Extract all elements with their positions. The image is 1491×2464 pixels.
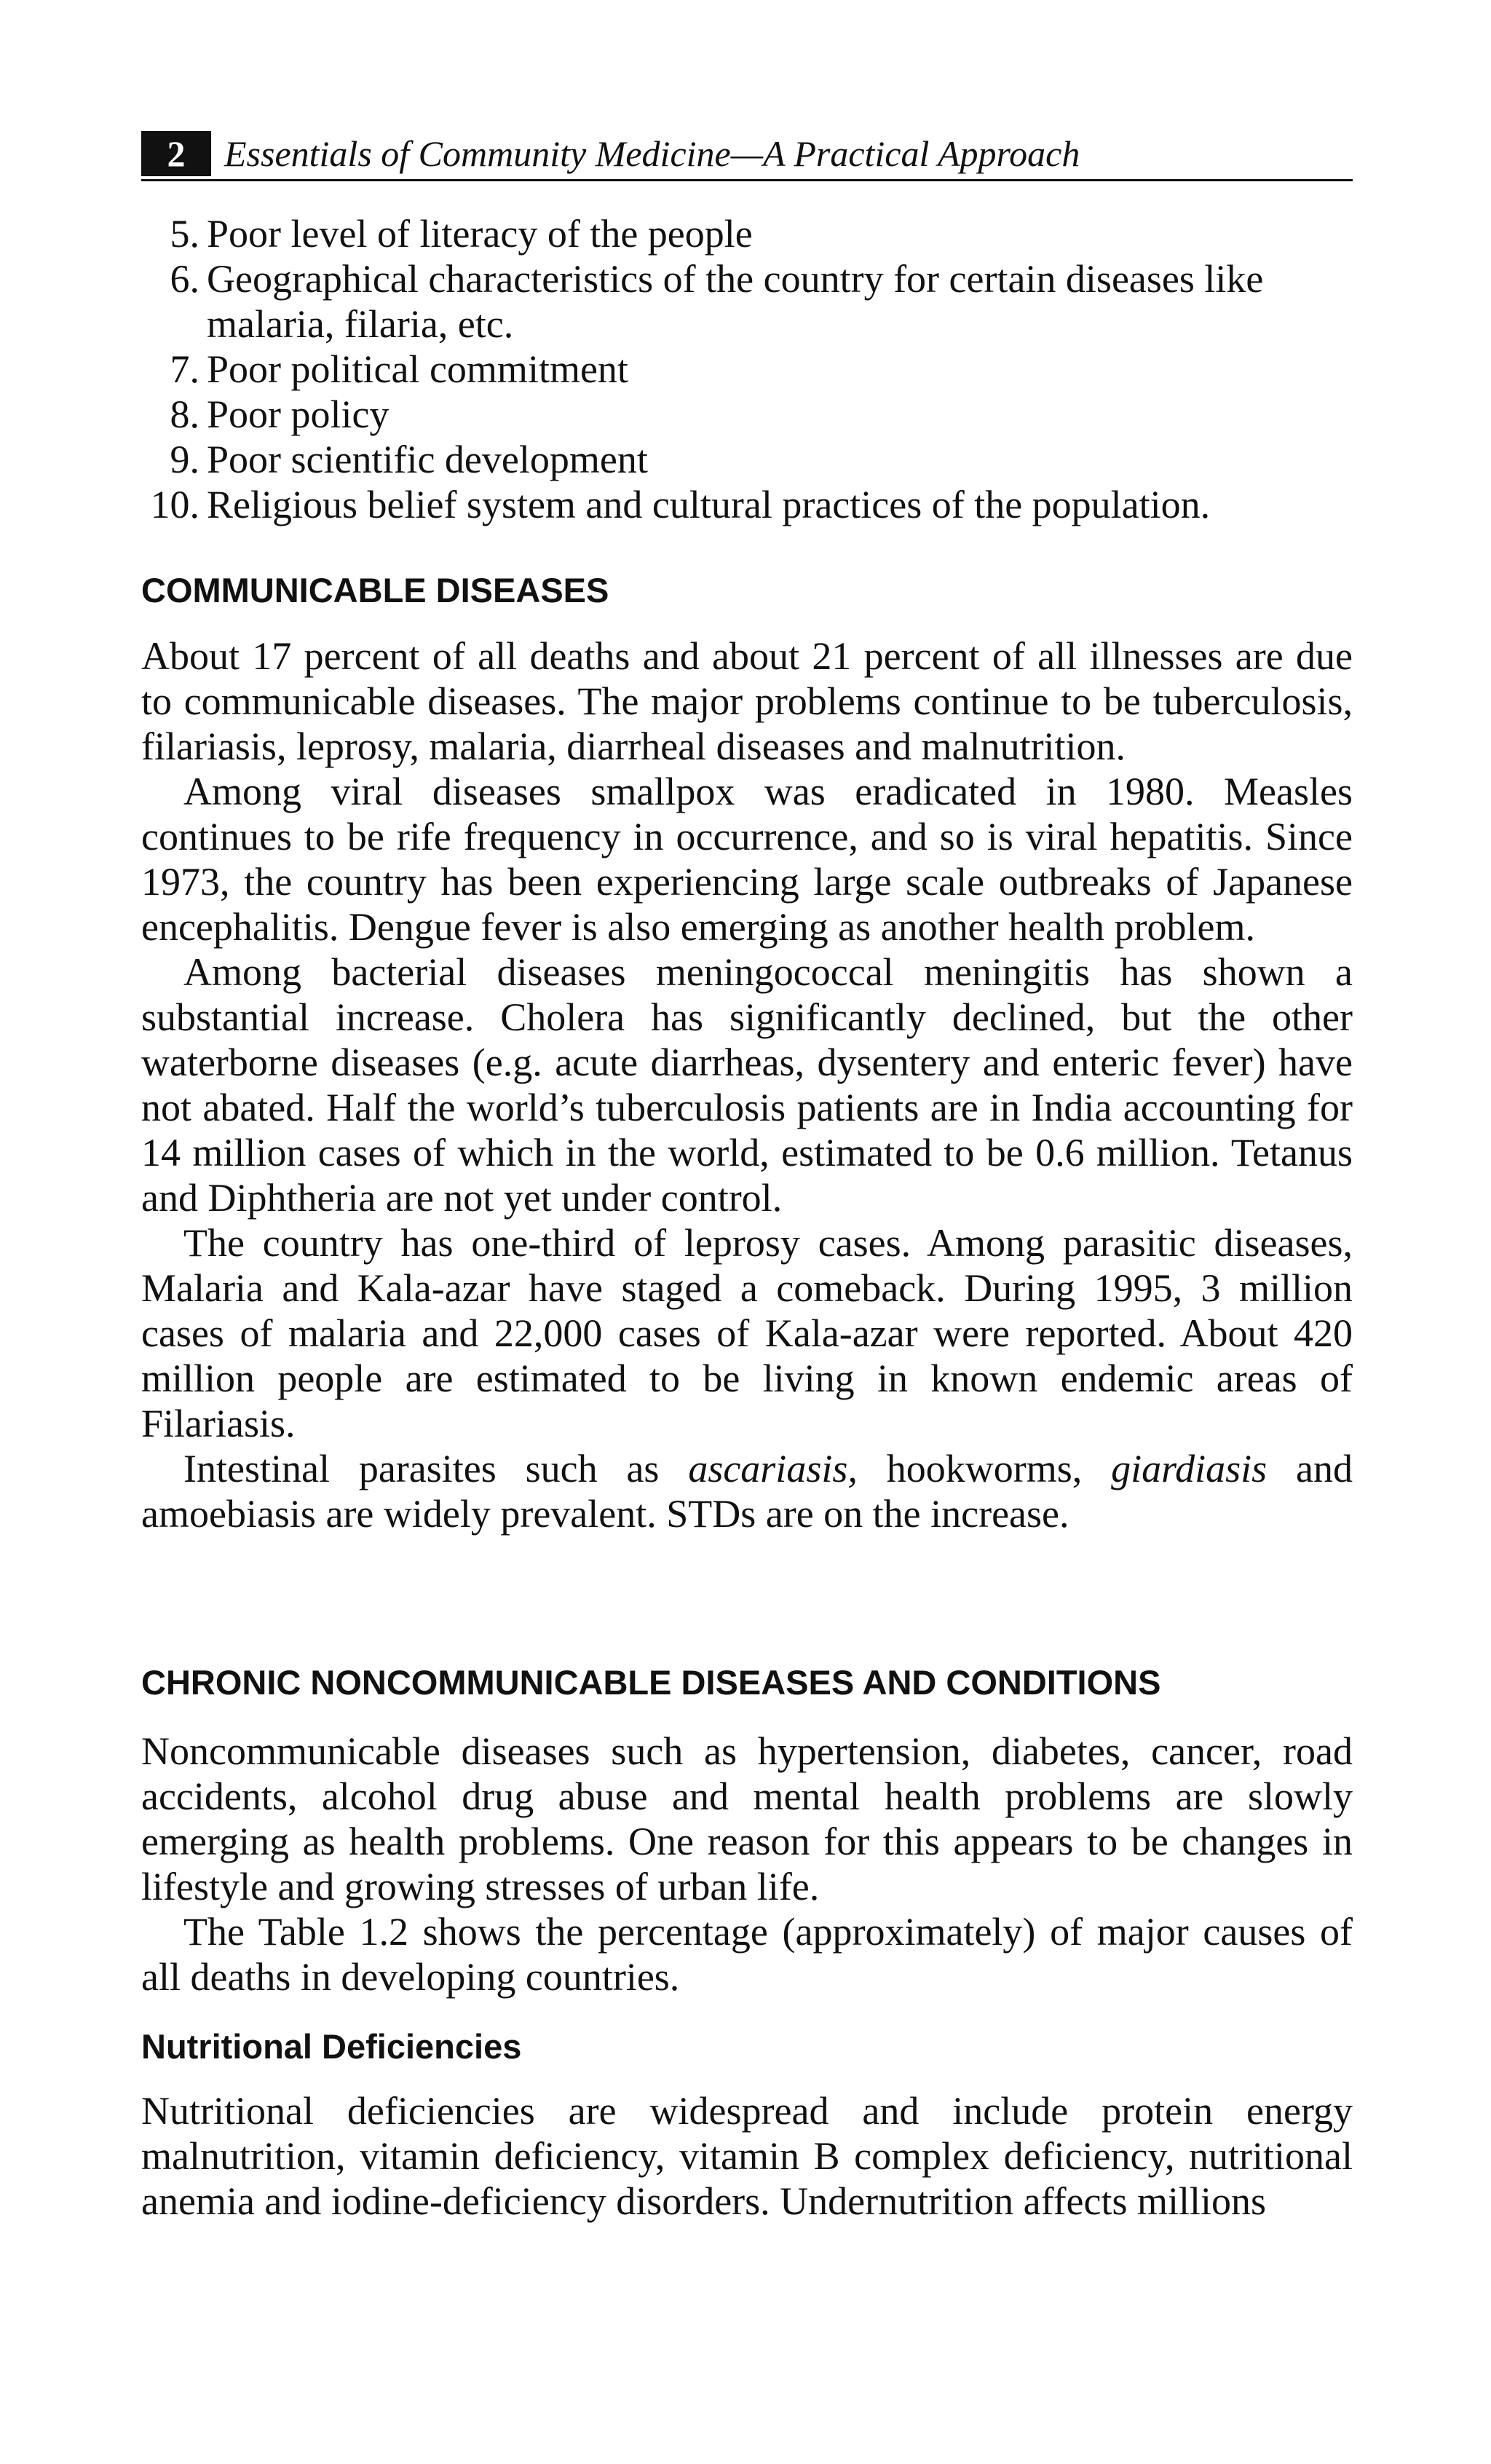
paragraph: Among bacterial diseases meningococcal meningitis has shown a substantial increase. Cholera has significantly declined, but the other waterborne diseases (e.g. acute diarrheas, dysentery and enteric fever) have not abated. Half the world’s tuberculosis patients are in India accounting for 14 million cases of which in the world, estimated to be 0.6 million. Tetanus and Diphtheria are not yet under control. xyxy=(141,950,1353,1220)
list-item xyxy=(141,482,1353,527)
section-communicable xyxy=(141,633,1353,1536)
italic-term: giardiasis xyxy=(1111,1447,1267,1490)
italic-term: ascariasis, xyxy=(688,1447,858,1490)
paragraph: The Table 1.2 shows the percentage (approximately) of major causes of all deaths in developing countries. xyxy=(141,1910,1353,1999)
running-title: Essentials of Community Medicine—A Practical Approach xyxy=(224,133,1080,174)
section-nutrition xyxy=(141,2088,1353,2224)
paragraph: About 17 percent of all deaths and about 21 percent of all illnesses are due to communicable diseases. The major problems continue to be tuberculosis, filariasis, leprosy, malaria, diarrheal diseases and malnutrition. xyxy=(141,634,1353,768)
list-item xyxy=(141,437,1353,482)
text-run: Intestinal parasites such as xyxy=(183,1447,689,1490)
list-item-number: 5. xyxy=(170,212,199,256)
list-item-number: 9. xyxy=(170,438,199,481)
list-item xyxy=(141,392,1353,437)
list-item-text: Poor political commitment xyxy=(207,347,628,391)
list-item-text: Geographical characteristics of the country for certain diseases like malaria, filaria, etc. xyxy=(207,257,1264,346)
subsection-heading-nutrition: Nutritional Deficiencies xyxy=(141,2027,522,2066)
list-item-text: Poor scientific development xyxy=(207,438,648,481)
text-run: and amoebiasis are widely prevalent. STDs are on the increase. xyxy=(141,1447,1353,1536)
list-item xyxy=(141,211,1353,256)
list-item-text: Poor policy xyxy=(207,392,389,436)
paragraph xyxy=(141,1446,1353,1536)
section-chronic xyxy=(141,1729,1353,1999)
list-item-number: 8. xyxy=(170,392,199,436)
section-heading-communicable: COMMUNICABLE DISEASES xyxy=(141,571,609,609)
numbered-list xyxy=(141,211,1353,527)
text-run: hookworms, xyxy=(857,1447,1112,1490)
list-item-text: Religious belief system and cultural practices of the population. xyxy=(207,483,1211,526)
paragraph: The country has one-third of leprosy cases. Among parasitic diseases, Malaria and Kala-azar have staged a comeback. During 1995, 3 million cases of malaria and 22,000 cases of Kala-azar were reported. About 420 million people are estimated to be living in known endemic areas of Filariasis. xyxy=(141,1221,1353,1445)
page-number: 2 xyxy=(141,131,211,176)
paragraph: Among viral diseases smallpox was eradicated in 1980. Measles continues to be rife frequency in occurrence, and so is viral hepatitis. Since 1973, the country has been experiencing large scale outbreaks of Japanese encephalitis. Dengue fever is also emerging as another health problem. xyxy=(141,770,1353,949)
list-item-text: Poor level of literacy of the people xyxy=(207,212,753,256)
list-item xyxy=(141,256,1353,347)
paragraph: Noncommunicable diseases such as hypertension, diabetes, cancer, road accidents, alcohol drug abuse and mental health problems are slowly emerging as health problems. One reason for this appears to be changes in lifestyle and growing stresses of urban life. xyxy=(141,1729,1353,1908)
list-item-number: 10. xyxy=(150,483,199,526)
running-header xyxy=(141,128,1353,181)
list-item-number: 7. xyxy=(170,347,199,391)
paragraph: Nutritional deficiencies are widespread and include protein energy malnutrition, vitamin deficiency, vitamin B complex deficiency, nutritional anemia and iodine-deficiency disorders. Undernutrition affects millions xyxy=(141,2089,1353,2223)
section-heading-chronic: CHRONIC NONCOMMUNICABLE DISEASES AND CONDITIONS xyxy=(141,1663,1161,1702)
list-item-number: 6. xyxy=(170,257,199,301)
list-item xyxy=(141,347,1353,392)
